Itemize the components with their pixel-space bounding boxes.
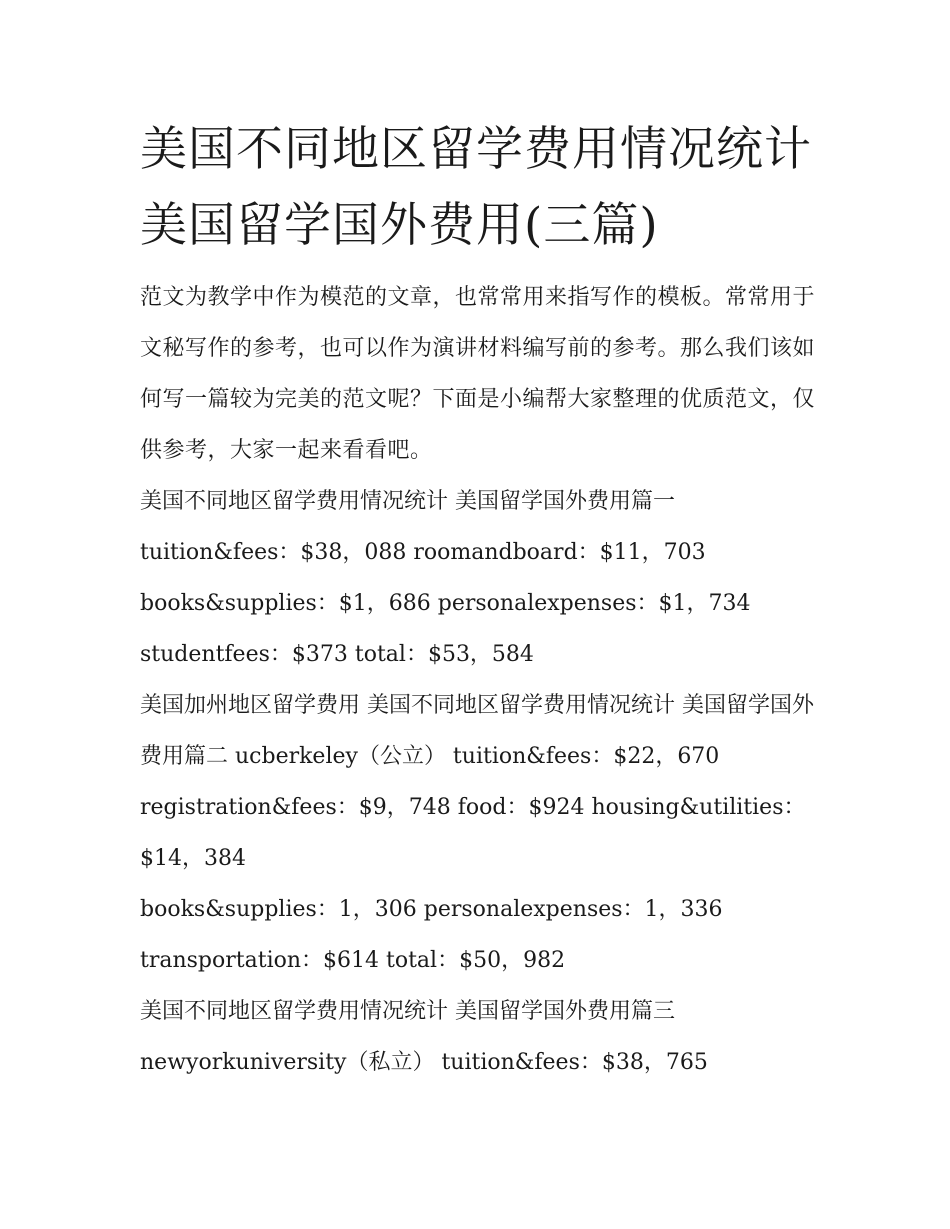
section-3-heading: 美国不同地区留学费用情况统计 美国留学国外费用篇三 — [140, 999, 675, 1024]
section-2-paragraph: 美国加州地区留学费用 美国不同地区留学费用情况统计 美国留学国外费用篇二 ucberkeley（公立） tuition&fees：$22，670 registration&fees：$9，748 food：$924 housing&utilities：$14，384 — [140, 693, 814, 871]
fee-line: transportation：$614 total：$50，982 — [140, 948, 566, 973]
fee-line: books&supplies：1，306 personalexpenses：1，336 — [140, 897, 723, 922]
intro-paragraph: 范文为教学中作为模范的文章，也常常用来指写作的模板。常常用于文秘写作的参考，也可以作为演讲材料编写前的参考。那么我们该如何写一篇较为完美的范文呢？下面是小编帮大家整理的优质范文，仅供参考，大家一起来看看吧。 — [140, 285, 816, 463]
fee-line: tuition&fees：$38，088 roomandboard：$11，703 — [140, 540, 706, 565]
section-1-heading: 美国不同地区留学费用情况统计 美国留学国外费用篇一 — [140, 489, 675, 514]
document-title: 美国不同地区留学费用情况统计 美国留学国外费用(三篇) — [140, 122, 812, 253]
document-page — [140, 112, 820, 1088]
fee-line: books&supplies：$1，686 personalexpenses：$1，734 — [140, 591, 751, 616]
fee-line: newyorkuniversity（私立） tuition&fees：$38，765 — [140, 1050, 708, 1075]
fee-line: studentfees：$373 total：$53，584 — [140, 642, 534, 667]
